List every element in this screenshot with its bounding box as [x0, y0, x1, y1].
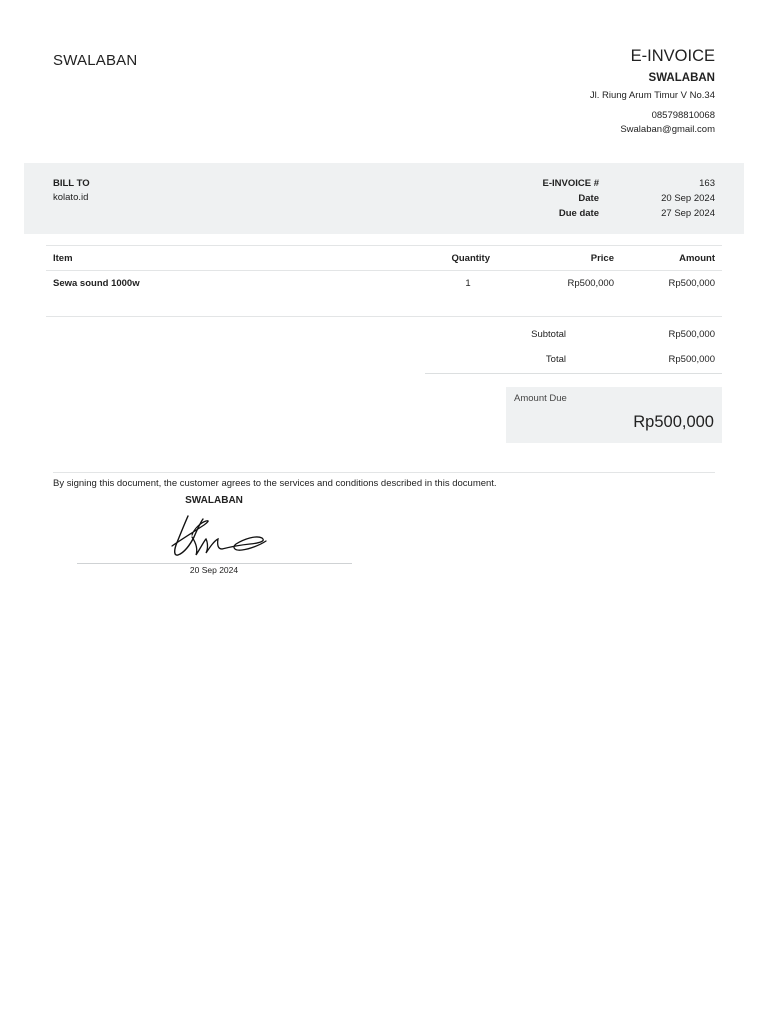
issuer-address: Jl. Riung Arum Timur V No.34 — [589, 90, 715, 101]
date-label: Date — [578, 193, 599, 204]
total-label: Total — [545, 354, 566, 365]
subtotal-label: Subtotal — [531, 329, 566, 340]
items-table-header — [46, 245, 722, 271]
issuer-name: SWALABAN — [648, 72, 715, 84]
due-date-value: 27 Sep 2024 — [661, 208, 715, 219]
row-item: Sewa sound 1000w — [53, 278, 140, 289]
items-table — [46, 245, 722, 317]
signature-date: 20 Sep 2024 — [189, 565, 239, 575]
signer-name: SWALABAN — [185, 495, 243, 506]
issuer-email: Swalaban@gmail.com — [620, 124, 715, 135]
subtotal-row — [425, 323, 722, 348]
amount-due-label: Amount Due — [514, 393, 567, 404]
header-item: Item — [53, 253, 73, 264]
bill-to-customer: kolato.id — [53, 192, 89, 203]
total-value: Rp500,000 — [668, 354, 715, 365]
subtotal-value: Rp500,000 — [668, 329, 715, 340]
invoice-meta — [449, 177, 715, 222]
row-price: Rp500,000 — [567, 278, 614, 289]
consent-text: By signing this document, the customer agrees to the services and conditions described in this document. — [53, 478, 497, 489]
bill-info-band — [24, 163, 744, 234]
bill-to-block — [53, 177, 90, 205]
date-value: 20 Sep 2024 — [661, 193, 715, 204]
header-amount: Amount — [679, 253, 715, 264]
header-price: Price — [590, 253, 614, 264]
bill-to-label: BILL TO — [53, 178, 90, 189]
table-row — [46, 271, 722, 317]
row-quantity: 1 — [465, 278, 471, 289]
meta-row-due-date — [449, 207, 715, 222]
handwritten-signature — [170, 513, 270, 561]
issuer-block — [415, 46, 715, 137]
invoice-number-label: E-INVOICE # — [542, 178, 599, 189]
brand-name: SWALABAN — [53, 52, 138, 69]
document-title: E-INVOICE — [630, 47, 715, 65]
meta-row-invoice-number — [449, 177, 715, 192]
amount-due-value: Rp500,000 — [633, 413, 714, 431]
meta-row-date — [449, 192, 715, 207]
total-row — [425, 348, 722, 373]
due-date-label: Due date — [558, 208, 599, 219]
amount-due-box — [506, 387, 722, 443]
signature-divider — [53, 472, 715, 473]
totals-block — [425, 323, 722, 374]
header-quantity: Quantity — [451, 253, 490, 264]
issuer-phone: 085798810068 — [651, 110, 715, 121]
invoice-number-value: 163 — [699, 178, 715, 189]
row-amount: Rp500,000 — [668, 278, 715, 289]
